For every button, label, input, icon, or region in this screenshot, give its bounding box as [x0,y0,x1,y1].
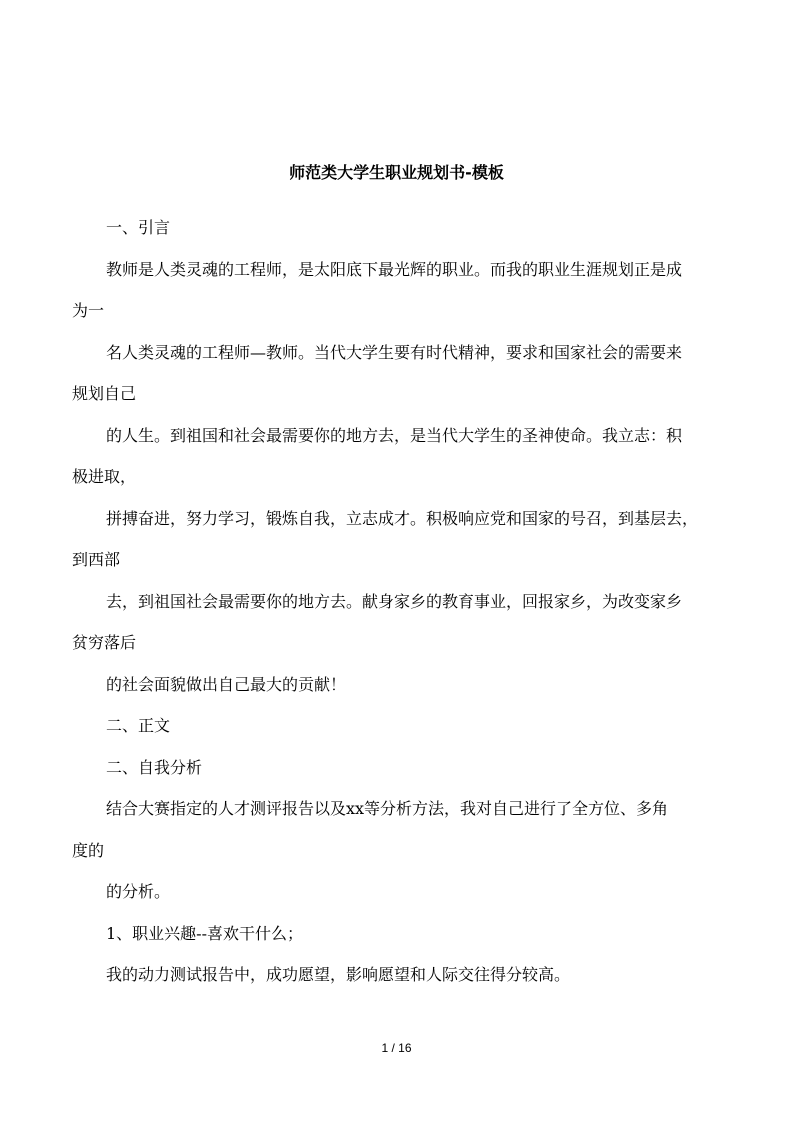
document-body [72,207,721,996]
text-line: 规划自己 [72,384,137,403]
text-line: 结合大赛指定的人才测评报告以及xx等分析方法，我对自己进行了全方位、多角 [106,799,669,818]
text-line: 度的 [72,840,105,860]
document-title: 师范类大学生职业规划书-模板 [289,163,504,182]
text-line: 贫穷落后 [72,633,137,652]
text-line: 我的动力测试报告中，成功愿望，影响愿望和人际交往得分较高。 [106,965,571,984]
text-line: 的人生。到祖国和社会最需要你的地方去，是当代大学生的圣神使命。我立志：积 [106,425,683,445]
text-line: 二、正文 [106,716,171,735]
text-line: 到西部 [72,550,121,569]
page-number: 1 / 16 [381,1041,412,1055]
text-line: 去，到祖国社会最需要你的地方去。献身家乡的教育事业，回报家乡，为改变家乡 [106,591,683,611]
text-line: 1、职业兴趣--喜欢干什么； [106,923,303,943]
text-line: 为一 [72,301,105,320]
text-line: 极进取， [72,467,137,486]
text-line: 二、自我分析 [106,757,203,777]
text-line: 的社会面貌做出自己最大的贡献！ [106,674,347,694]
text-line: 拼搏奋进，努力学习，锻炼自我，立志成才。积极响应党和国家的号召，到基层去， [106,508,699,528]
text-line: 的分析。 [106,882,171,901]
text-line: 教师是人类灵魂的工程师，是太阳底下最光辉的职业。而我的职业生涯规划正是成 [106,259,683,279]
text-line: 一、引言 [106,218,171,237]
text-line: 名人类灵魂的工程师—教师。当代大学生要有时代精神，要求和国家社会的需要来 [106,342,683,362]
